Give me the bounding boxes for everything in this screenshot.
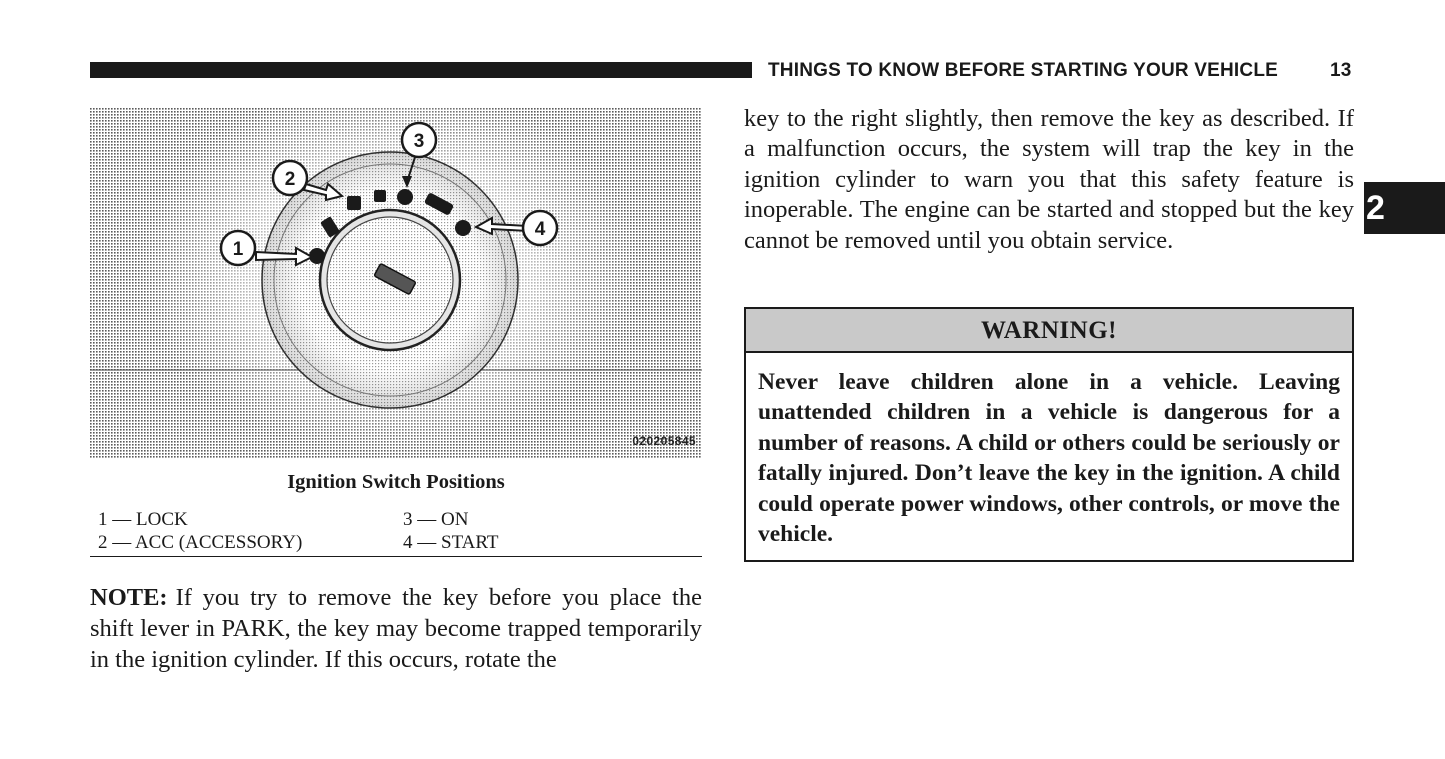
legend-start: 4 — START [403, 532, 499, 553]
legend-acc: 2 — ACC (ACCESSORY) [98, 532, 303, 553]
ignition-switch-figure [90, 108, 702, 458]
note-label: NOTE: [90, 584, 168, 611]
position-legend [90, 508, 702, 557]
callout-1-label: 1 [232, 239, 244, 260]
chapter-number: 2 [1366, 189, 1385, 227]
body-paragraph: key to the right slightly, then remove the key as described. If a malfunction occurs, the system will trap the key in the ignition cylinder to warn you that this safety feature is inoperable. The engine can be started and stopped but the key cannot be removed until you obtain service. [744, 105, 1354, 254]
legend-on: 3 — ON [403, 509, 469, 530]
warning-title: WARNING! [746, 309, 1352, 353]
chapter-tab [1364, 182, 1445, 234]
callout-4-label: 4 [534, 219, 546, 240]
header-rule [90, 62, 752, 78]
legend-lock: 1 — LOCK [98, 509, 188, 530]
figure-caption: Ignition Switch Positions [287, 471, 505, 493]
figure-id: 020205845 [632, 434, 696, 448]
warning-text: Never leave children alone in a vehicle. Leaving unattended children in a vehicle is dangerous for a number of reasons. A child or others could be seriously or fatally injured. Don’t leave the key in the ignition. A child could operate power windows, other controls, or move the vehicle. [758, 369, 1340, 548]
callout-3-label: 3 [413, 131, 425, 152]
callout-2-label: 2 [284, 169, 296, 190]
note-text: If you try to remove the key before you place the shift lever in PARK, the key may become trapped temporarily in the ignition cylinder. If this occurs, rotate the [90, 584, 702, 673]
ignition-illustration [90, 108, 702, 458]
page-number: 13 [1330, 60, 1352, 81]
running-header [768, 58, 1358, 84]
header-title: THINGS TO KNOW BEFORE STARTING YOUR VEHICLE [768, 60, 1279, 81]
note-paragraph [90, 582, 702, 675]
warning-box [744, 307, 1354, 562]
